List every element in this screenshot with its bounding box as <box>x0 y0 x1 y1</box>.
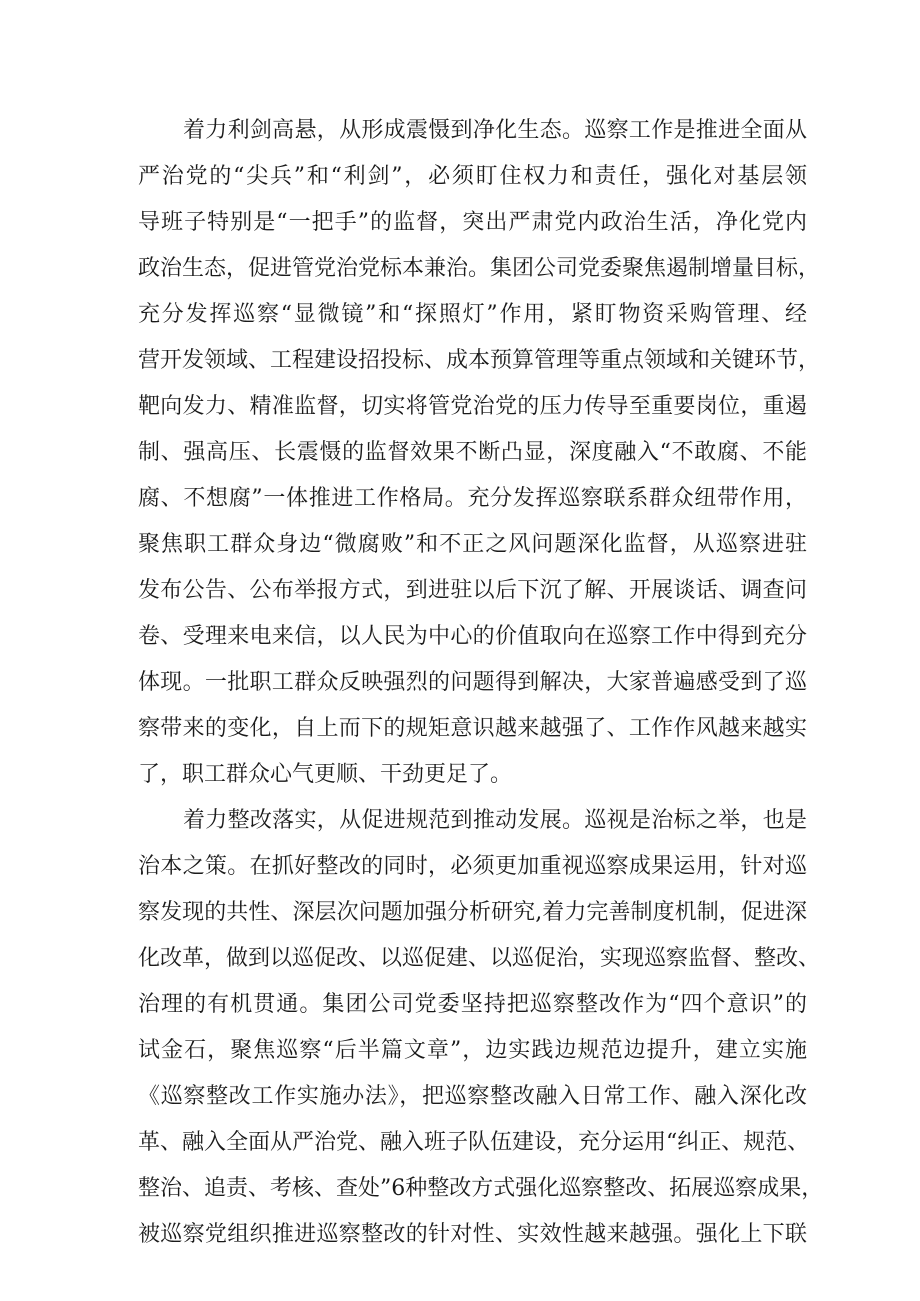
paragraph-1-line-6: 营开发领域、工程建设招投标、成本预算管理等重点领域和关键环节， <box>138 348 821 373</box>
paragraph-2-line-3: 察发现的共性、深层次问题加强分析研究,着力完善制度机制，促进深 <box>138 900 807 925</box>
paragraph-2-line-2: 治本之策。在抓好整改的同时，必须更加重视巡察成果运用，针对巡 <box>138 854 807 879</box>
paragraph-2-line-10: 被巡察党组织推进巡察整改的针对性、实效性越来越强。强化上下联 <box>138 1222 807 1247</box>
paragraph-1-line-14: 察带来的变化，自上而下的规矩意识越来越强了、工作作风越来越实 <box>138 716 807 741</box>
paragraph-1-line-13: 体现。一批职工群众反映强烈的问题得到解决，大家普遍感受到了巡 <box>138 670 807 695</box>
paragraph-1-line-1: 着力利剑高悬，从形成震慑到净化生态。巡察工作是推进全面从 <box>183 118 807 143</box>
paragraph-1-line-15: 了，职工群众心气更顺、干劲更足了。 <box>138 762 513 787</box>
paragraph-1-line-9: 腐、不想腐”一体推进工作格局。充分发挥巡察联系群众纽带作用， <box>138 486 807 511</box>
paragraph-1-line-7: 靶向发力、精准监督，切实将管党治党的压力传导至重要岗位，重遏 <box>138 394 807 419</box>
paragraph-1-line-10: 聚焦职工群众身边“微腐败”和不正之风问题深化监督，从巡察进驻 <box>138 532 807 557</box>
paragraph-1-line-8: 制、强高压、长震慑的监督效果不断凸显，深度融入“不敢腐、不能 <box>138 440 807 465</box>
paragraph-2-line-6: 试金石，聚焦巡察“后半篇文章”，边实践边规范边提升，建立实施 <box>138 1038 807 1063</box>
paragraph-2-line-9: 整治、追责、考核、查处”6种整改方式强化巡察整改、拓展巡察成果， <box>138 1176 824 1201</box>
paragraph-1-line-11: 发布公告、公布举报方式，到进驻以后下沉了解、开展谈话、调查问 <box>138 578 807 603</box>
paragraph-2-line-4: 化改革，做到以巡促改、以巡促建、以巡促治，实现巡察监督、整改、 <box>138 946 821 971</box>
paragraph-2-line-5: 治理的有机贯通。集团公司党委坚持把巡察整改作为“四个意识”的 <box>138 992 807 1017</box>
paragraph-2-line-7: 《巡察整改工作实施办法》，把巡察整改融入日常工作、融入深化改 <box>138 1084 807 1109</box>
paragraph-1-line-2: 严治党的“尖兵”和“利剑”，必须盯住权力和责任，强化对基层领 <box>138 164 807 189</box>
paragraph-1-line-5: 充分发挥巡察“显微镜”和“探照灯”作用，紧盯物资采购管理、经 <box>138 302 807 327</box>
paragraph-1-line-4: 政治生态，促进管党治党标本兼治。集团公司党委聚焦遏制增量目标， <box>138 256 821 281</box>
paragraph-1-line-12: 卷、受理来电来信，以人民为中心的价值取向在巡察工作中得到充分 <box>138 624 807 649</box>
paragraph-1-line-3: 导班子特别是“一把手”的监督，突出严肃党内政治生活，净化党内 <box>138 210 807 235</box>
paragraph-2-line-8: 革、融入全面从严治党、融入班子队伍建设，充分运用“纠正、规范、 <box>138 1130 810 1155</box>
paragraph-2-line-1: 着力整改落实，从促进规范到推动发展。巡视是治标之举，也是 <box>183 808 807 833</box>
